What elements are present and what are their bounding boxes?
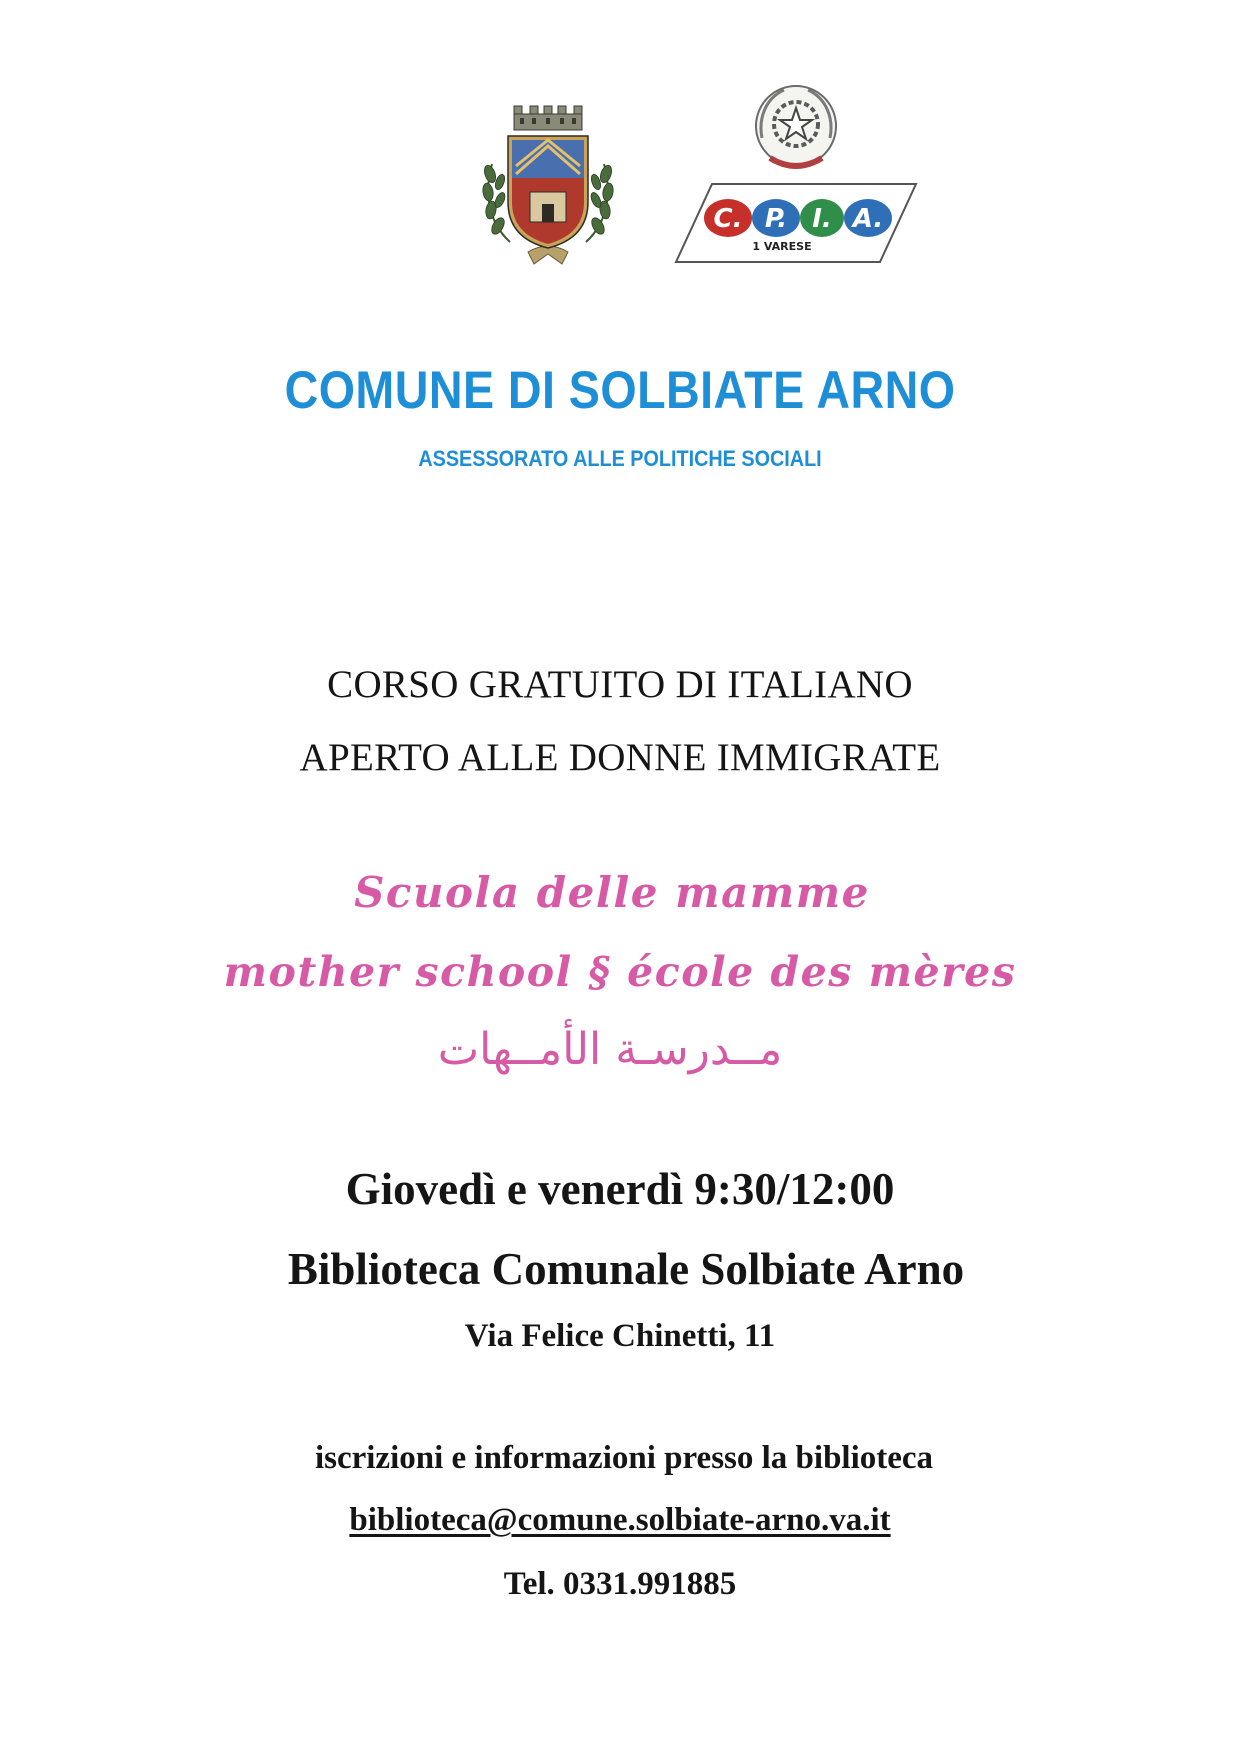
cpia-letter: I. [812, 204, 832, 234]
cpia-letter: A. [852, 204, 884, 234]
cpia-letter: C. [713, 204, 743, 234]
school-name-italian: Scuola delle mamme [354, 868, 870, 917]
contact-email-link[interactable]: biblioteca@comune.solbiate-arno.va.it [349, 1502, 891, 1538]
course-location: Biblioteca Comunale Solbiate Arno [287, 1244, 965, 1294]
contact-phone: Tel. 0331.991885 [503, 1566, 737, 1602]
signup-info: iscrizioni e informazioni presso la biblioteca [314, 1440, 934, 1476]
school-name-multilingual: mother school § école des mères [223, 948, 1017, 996]
cpia-subtitle: 1 VARESE [752, 240, 812, 253]
cpia-logo [672, 180, 920, 266]
location-address: Via Felice Chinetti, 11 [464, 1318, 776, 1354]
italian-republic-emblem-icon [748, 78, 844, 178]
school-name-arabic: مــدرسـة الأمــهات [437, 1024, 783, 1075]
course-title-line-1: CORSO GRATUITO DI ITALIANO [327, 663, 913, 706]
municipality-title: COMUNE DI SOLBIATE ARNO [284, 361, 956, 420]
course-title-line-2: APERTO ALLE DONNE IMMIGRATE [299, 736, 941, 779]
cpia-letter: P. [764, 204, 788, 234]
department-subtitle: ASSESSORATO ALLE POLITICHE SOCIALI [418, 446, 822, 471]
course-schedule: Giovedì e venerdì 9:30/12:00 [345, 1164, 895, 1214]
municipal-crest-icon [478, 102, 618, 270]
